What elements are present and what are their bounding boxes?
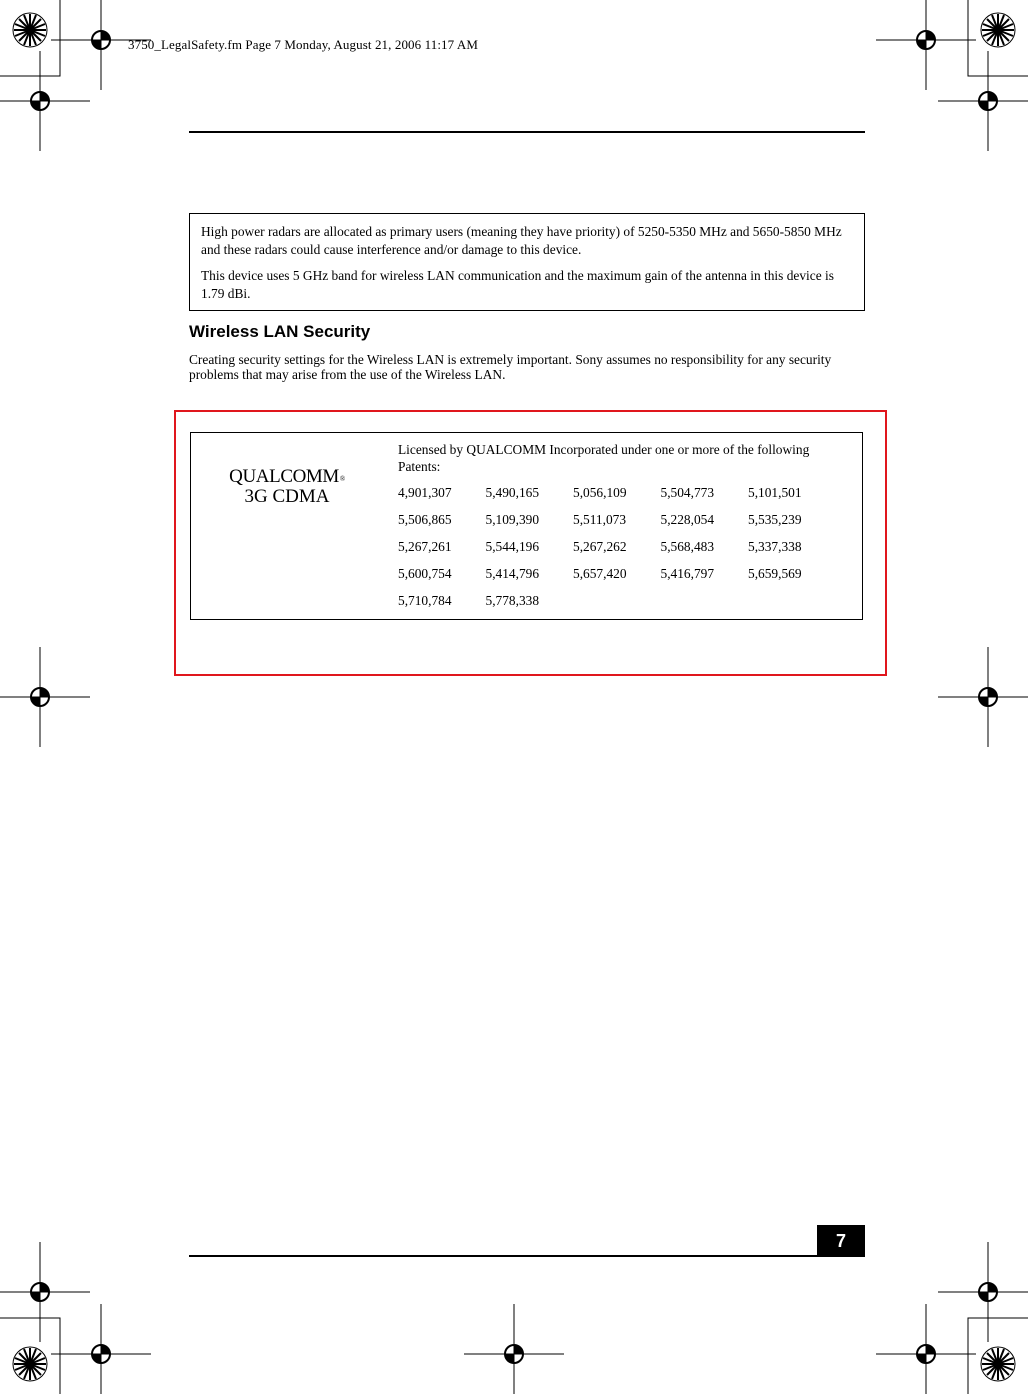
section-body: Creating security settings for the Wireless LAN is extremely important. Sony assumes no responsibility for any security problems that may arise from the use of the Wireless LAN.	[189, 352, 832, 382]
patent-number: 5,490,165	[485, 485, 540, 500]
registered-mark: ®	[339, 475, 345, 483]
patent-number: 5,056,109	[573, 485, 627, 500]
registration-mark-icon	[464, 1304, 564, 1394]
patent-list	[398, 484, 848, 619]
registration-mark-icon	[0, 51, 90, 151]
patent-number: 5,544,196	[485, 539, 540, 554]
patent-number: 5,267,262	[573, 539, 627, 554]
patent-number: 5,337,338	[748, 539, 802, 554]
patent-number: 5,101,501	[748, 485, 802, 500]
note-paragraph-radar: High power radars are allocated as primary users (meaning they have priority) of 5250-5350 MHz and 5650-5850 MHz and these radars could cause interference and/or damage to this device.	[201, 224, 842, 257]
patent-number: 5,506,865	[398, 512, 452, 527]
registration-mark-icon	[51, 1304, 151, 1394]
page-number: 7	[817, 1225, 865, 1256]
registration-mark-icon	[876, 0, 976, 90]
license-box	[190, 432, 863, 620]
star-target-icon	[981, 1347, 1015, 1381]
patent-row	[398, 538, 848, 565]
logo-tagline: 3G CDMA	[244, 486, 330, 507]
patent-number: 5,504,773	[660, 485, 715, 500]
footer-rule	[189, 1255, 865, 1257]
patent-number: 5,416,797	[660, 566, 715, 581]
star-target-icon	[13, 1347, 47, 1381]
registration-mark-icon	[876, 1304, 976, 1394]
patent-row	[398, 565, 848, 592]
patent-row	[398, 592, 848, 619]
patent-number: 5,778,338	[485, 593, 540, 608]
registration-mark-icon	[0, 647, 90, 747]
radar-note-box	[189, 213, 865, 311]
patent-number: 5,659,569	[748, 566, 802, 581]
file-slug: 3750_LegalSafety.fm Page 7 Monday, August 21, 2006 11:17 AM	[128, 37, 479, 52]
patent-number: 5,228,054	[660, 512, 715, 527]
patent-number: 5,109,390	[485, 512, 540, 527]
license-intro: Licensed by QUALCOMM Incorporated under one or more of the following Patents:	[398, 442, 810, 474]
patent-number: 4,901,307	[398, 485, 452, 500]
patent-number: 5,535,239	[748, 512, 802, 527]
patent-number: 5,600,754	[398, 566, 452, 581]
registration-mark-icon	[938, 647, 1028, 747]
section-heading: Wireless LAN Security	[189, 322, 371, 341]
patent-row	[398, 511, 848, 538]
registration-mark-icon	[0, 1242, 90, 1342]
logo-brand: QUALCOMM®	[229, 466, 345, 487]
patent-row	[398, 484, 848, 511]
patent-number: 5,511,073	[573, 512, 627, 527]
patent-number: 5,657,420	[573, 566, 627, 581]
patent-number: 5,568,483	[660, 539, 715, 554]
header-rule	[189, 131, 865, 133]
note-paragraph-antenna: This device uses 5 GHz band for wireless LAN communication and the maximum gain of the antenna in this device is 1.79 dBi.	[201, 268, 834, 301]
patent-number: 5,267,261	[398, 539, 452, 554]
patent-number: 5,414,796	[485, 566, 540, 581]
registration-mark-icon	[938, 1242, 1028, 1342]
patent-number: 5,710,784	[398, 593, 452, 608]
registration-mark-icon	[938, 51, 1028, 151]
qualcomm-logo	[227, 467, 347, 507]
star-target-icon	[981, 13, 1015, 47]
star-target-icon	[13, 13, 47, 47]
